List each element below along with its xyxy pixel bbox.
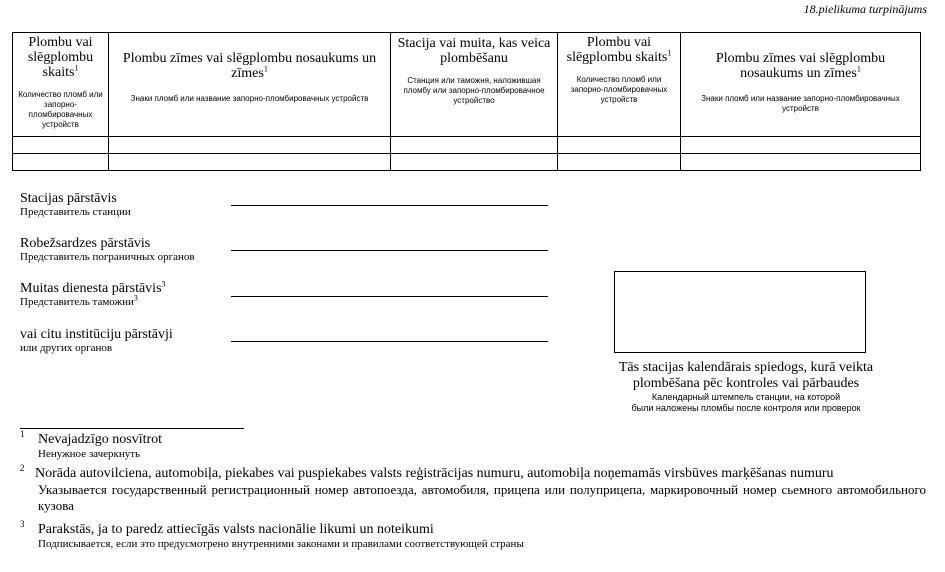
table-row [13, 154, 921, 171]
footnote-1: 1 Nevajadzīgo nosvītrot Ненужное зачеркнуть [20, 429, 163, 460]
table-cell[interactable] [681, 154, 921, 171]
column-header-seal-count-2: Plombu vai slēgplombu skaits$^1$ Количество пломб или запорно-пломбировачных устройств [558, 33, 681, 137]
table-cell[interactable] [109, 137, 391, 154]
table-row [13, 137, 921, 154]
table-cell[interactable] [13, 137, 109, 154]
signature-border-guard: Robežsardzes pārstāvis Представитель пограничных органов [20, 236, 195, 263]
signature-other-institutions: vai citu institūciju pārstāvji или других органов [20, 327, 173, 354]
column-header-seal-count: Plombu vai slēgplombu skaits$^1$ Количество пломб или запорно-пломбировачных устройств [13, 33, 109, 137]
signature-line-other-institutions[interactable] [231, 341, 548, 342]
signature-line-customs[interactable] [231, 296, 548, 297]
column-header-seal-marks-2: Plombu zīmes vai slēgplombu nosaukums un zīmes$^1$ Знаки пломб или название запорно-пломбировачных устройств [681, 33, 921, 137]
footnote-divider [20, 428, 244, 429]
calendar-stamp-caption: Tās stacijas kalendārais spiedogs, kurā veikta plombēšana pēc kontroles vai pārbaudes Календарный штемпель станции, на которой были наложены пломбы после контроля или проверок [618, 360, 874, 413]
signature-line-station[interactable] [231, 205, 548, 206]
seals-table [12, 32, 921, 171]
column-header-sealing-station: Stacija vai muita, kas veica plombēšanu Станция или таможня, наложившая пломбу или запорно-пломбировачное устройство [391, 33, 558, 137]
table-cell[interactable] [391, 154, 558, 171]
table-cell[interactable] [13, 154, 109, 171]
signature-customs: Muitas dienesta pārstāvis$^3$ Представитель таможни$^3$ [20, 279, 166, 308]
signature-line-border-guard[interactable] [231, 250, 548, 251]
footnote-2: 2 Norāda autovilciena, automobiļa, piekabes vai puspiekabes valsts reģistrācijas numuru, automobiļa noņemamās virsbūves marķēšanas numuru Указывается государственный регистрационный номер автопоезда, автомобиля, прицепа или полуприцепа, маркировочный номер сьемного автомобильного кузова [20, 463, 926, 513]
table-cell[interactable] [558, 154, 681, 171]
signature-station: Stacijas pārstāvis Представитель станции [20, 191, 131, 218]
table-cell[interactable] [391, 137, 558, 154]
annex-continuation-note: 18.pielikuma turpinājums [803, 2, 927, 16]
table-cell[interactable] [681, 137, 921, 154]
table-header-row [13, 33, 921, 137]
footnote-3: 3 Parakstās, ja to paredz attiecīgās valsts nacionālie likumi un noteikumi Подписывается, если это предусмотрено внутренними законами и правилами соответствующей страны [20, 519, 524, 550]
calendar-stamp-box [614, 271, 866, 353]
table-cell[interactable] [109, 154, 391, 171]
column-header-seal-marks: Plombu zīmes vai slēgplombu nosaukums un zīmes$^1$ Знаки пломб или название запорно-пломбировачных устройств [109, 33, 391, 137]
table-cell[interactable] [558, 137, 681, 154]
